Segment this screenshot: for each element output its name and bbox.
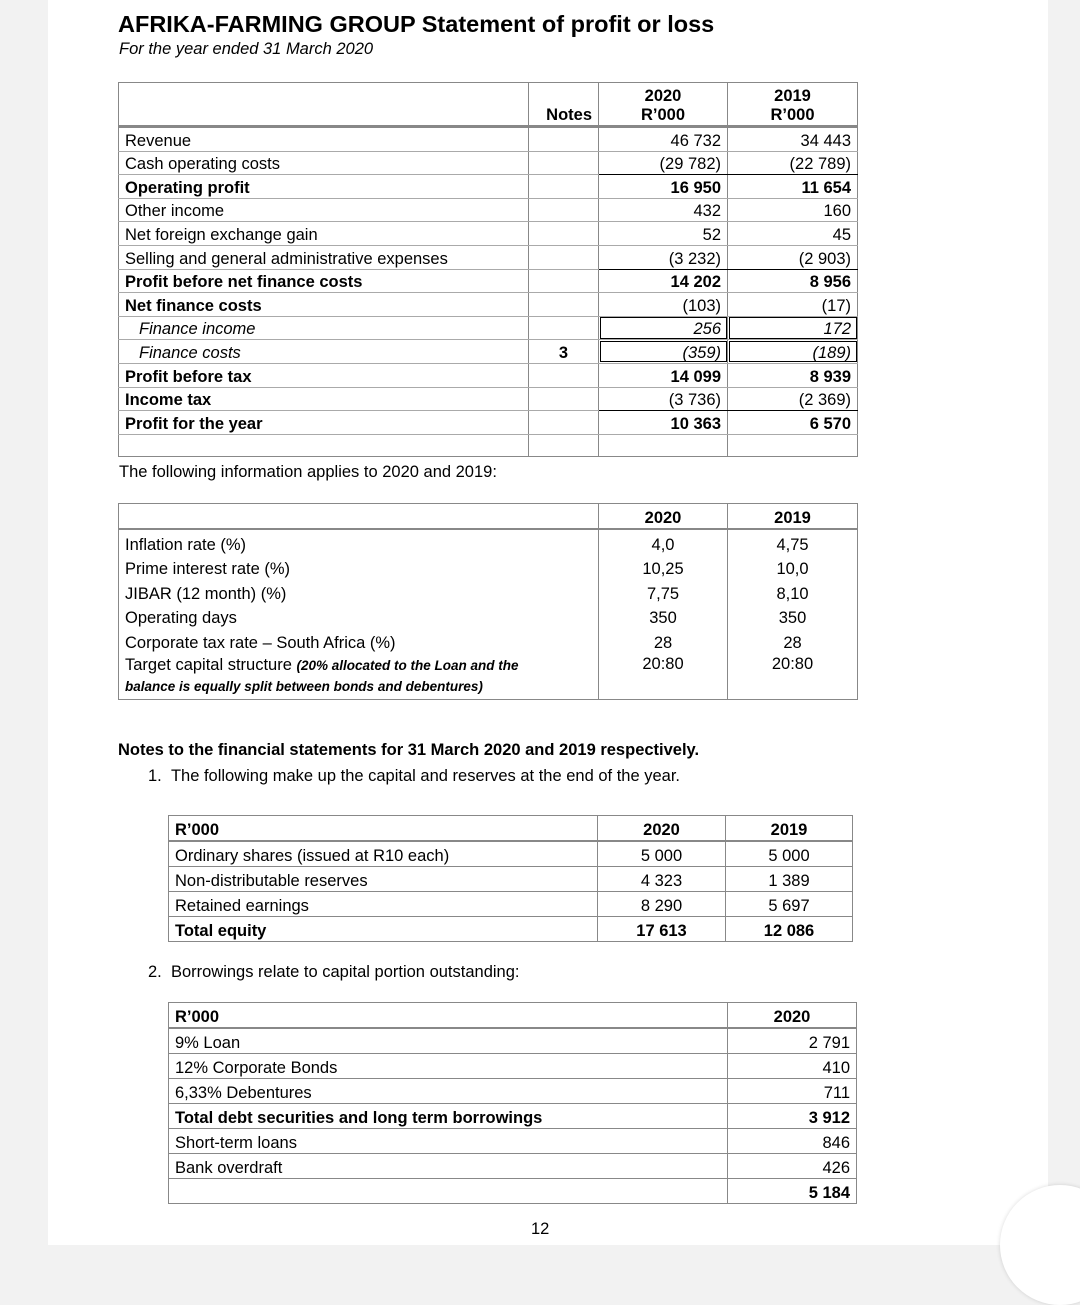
note-2: 2. Borrowings relate to capital portion outstanding: [148, 963, 520, 981]
page-subtitle: For the year ended 31 March 2020 [119, 40, 374, 58]
table-row: Corporate tax rate – South Africa (%) 28 28 [119, 628, 858, 653]
info-2019-header: 2019 [728, 504, 858, 530]
table-row: 6,33% Debentures 711 [169, 1079, 857, 1104]
info-intro: The following information applies to 2020 and 2019: [119, 463, 497, 481]
table-row: Cash operating costs (29 782) (22 789) [119, 151, 858, 175]
label-header [119, 83, 529, 127]
info-table [118, 503, 858, 700]
table-row: Ordinary shares (issued at R10 each) 5 000 5 000 [169, 841, 853, 867]
table-row: Profit before net finance costs 14 202 8 956 [119, 269, 858, 293]
table-row: Other income 432 160 [119, 198, 858, 222]
table-row: Short-term loans 846 [169, 1129, 857, 1154]
borrowings-table: R’000 2020 9% Loan 2 791 12% Corporate Bonds 410 6,33% Debentures 711 Total debt securities and long term borrowings 3 912 Short-term loans 846 Bank overdraft 426 5 184 [168, 1002, 857, 1204]
table-row-empty [119, 434, 858, 456]
table-row: Finance income 256 172 [119, 316, 858, 340]
table-row: Net finance costs (103) (17) [119, 293, 858, 317]
info-2020-header: 2020 [599, 504, 728, 530]
page-number: 12 [531, 1220, 550, 1238]
table-row: Income tax (3 736) (2 369) [119, 387, 858, 411]
notes-heading: Notes to the financial statements for 31 March 2020 and 2019 respectively. [118, 741, 700, 759]
table-row: Total debt securities and long term borrowings 3 912 [169, 1104, 857, 1129]
table-row: Non-distributable reserves 4 323 1 389 [169, 867, 853, 892]
page-title: AFRIKA-FARMING GROUP Statement of profit or loss [118, 11, 715, 37]
income-statement-table [118, 82, 858, 457]
table-row: Prime interest rate (%) 10,25 10,0 [119, 555, 858, 580]
table-row-total: 5 184 [169, 1179, 857, 1204]
note-1: 1. The following make up the capital and reserves at the end of the year. [148, 767, 680, 785]
table-row: Net foreign exchange gain 52 45 [119, 222, 858, 246]
table-row: Revenue 46 732 34 443 [119, 127, 858, 152]
table-row: Finance costs 3 (359) (189) [119, 340, 858, 364]
year-2020-header: 2020 R’000 [599, 83, 728, 127]
table-row: 12% Corporate Bonds 410 [169, 1054, 857, 1079]
table-row: Operating days 350 350 [119, 604, 858, 629]
table-row: Profit for the year 10 363 6 570 [119, 411, 858, 435]
table-row: Inflation rate (%) 4,0 4,75 [119, 529, 858, 555]
equity-table: R’000 2020 2019 Ordinary shares (issued at R10 each) 5 000 5 000 Non-distributable reserves 4 323 1 389 Retained earnings 8 290 5 697 Total equity 17 613 12 086 [168, 815, 853, 942]
table-row: Profit before tax 14 099 8 939 [119, 363, 858, 387]
table-row: JIBAR (12 month) (%) 7,75 8,10 [119, 579, 858, 604]
document-page [48, 0, 1048, 1245]
notes-header: Notes [529, 83, 599, 127]
table-row: Retained earnings 8 290 5 697 [169, 892, 853, 917]
year-2019-header: 2019 R’000 [728, 83, 858, 127]
table-row: Total equity 17 613 12 086 [169, 917, 853, 942]
table-row: 9% Loan 2 791 [169, 1028, 857, 1054]
table-row: Bank overdraft 426 [169, 1154, 857, 1179]
table-row: Target capital structure (20% allocated to the Loan and the balance is equally split between bonds and debentures) 20:80 20:80 [119, 653, 858, 700]
table-row: Selling and general administrative expenses (3 232) (2 903) [119, 245, 858, 269]
table-row: Operating profit 16 950 11 654 [119, 175, 858, 199]
